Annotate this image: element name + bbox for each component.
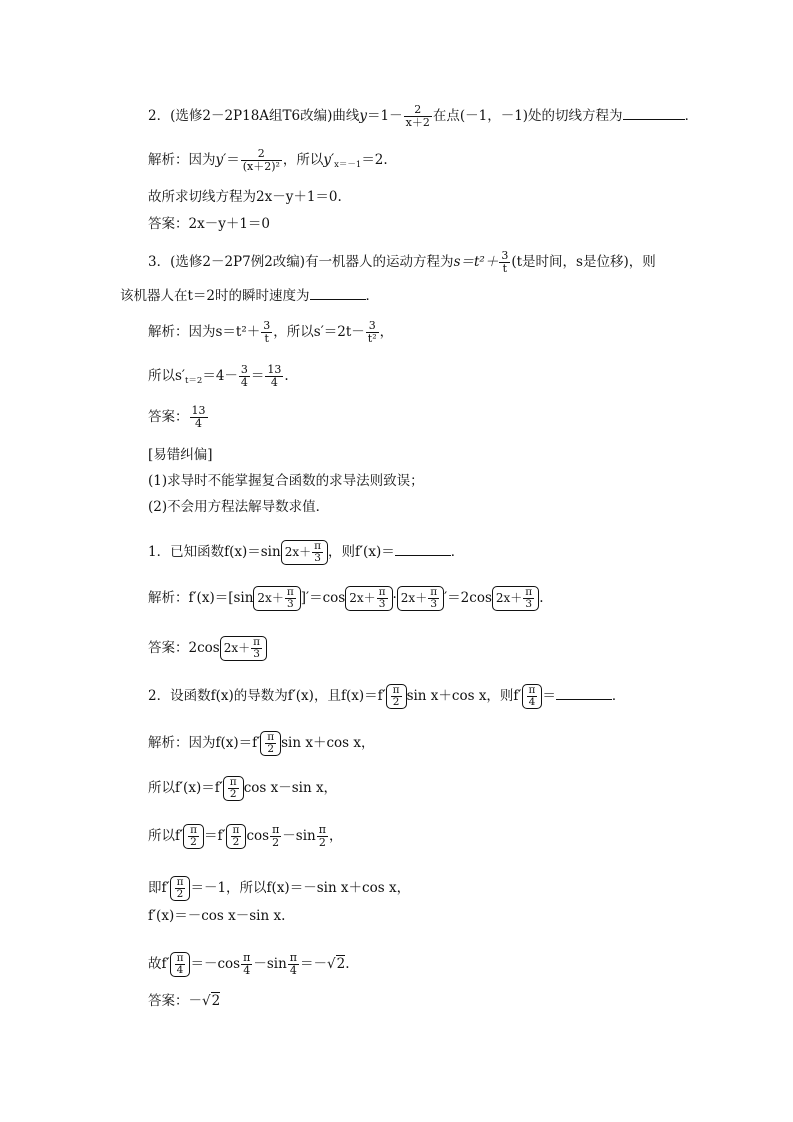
solution-q2-c [148,824,342,849]
text: ． [450,544,465,560]
fraction [175,953,186,976]
text: 答案： [148,409,189,425]
fraction [241,952,252,977]
solution-2 [148,148,388,174]
bracket-group [226,824,247,849]
denominator: 2 [272,836,280,849]
radicand: 2 [336,956,346,972]
fraction [190,405,208,430]
fraction [317,824,328,849]
text: ＝ [542,688,556,704]
text: y′ [323,152,335,168]
question-2 [148,684,625,709]
text: 解析：因为f(x)＝f′ [148,735,261,751]
text: (t是时间，s是位移)，则 [511,254,656,270]
text: 所以f′(x)＝f′ [148,780,223,796]
fraction [428,587,439,610]
fraction [188,825,199,848]
fraction [270,824,281,849]
text: ＝f′ [203,828,226,844]
problem-2 [148,104,698,129]
text: ′＝2cos [444,590,492,606]
text: 2x＋ [284,545,312,559]
denominator: 2 [190,836,197,848]
fraction [265,732,276,755]
text: 所以s′ [148,368,185,384]
fraction [261,320,272,345]
text: 解析：因为s＝t²＋ [148,324,261,340]
fraction [228,777,239,800]
denominator: 2 [392,696,400,708]
numerator: 3 [366,320,379,333]
denominator: 4 [289,964,297,977]
problem-3 [148,250,656,275]
text: ＝4－ [202,368,238,384]
text: . [284,368,289,384]
text: ， [379,324,394,340]
numerator: 3 [263,319,271,332]
text: ＝1－ [367,108,403,124]
text: 2．设函数f(x)的导数为f′(x)，且f(x)＝f′ [148,688,386,704]
fraction [391,685,402,708]
numerator: π [272,823,280,836]
radicand: 2 [211,993,221,1009]
text: ]′＝cos [300,590,346,606]
fraction [175,877,186,900]
fraction [499,250,510,275]
text: ＝2. [361,152,388,168]
text: ． [684,108,699,124]
bracket-group [253,586,300,611]
solution-3-b [148,364,289,390]
bracket-group [260,731,281,756]
text: ＝－1，所以f(x)＝－sin x＋cos x， [190,880,411,896]
text: y [359,108,368,124]
numerator: π [176,952,184,964]
denominator: 2 [176,888,184,900]
text: 2．(选修2－2P18A组T6改编)曲线 [148,108,360,124]
bracket-group [522,684,543,709]
text: ． [365,288,380,304]
fraction [231,825,242,848]
text: 在点(－1，－1)处的切线方程为 [432,108,623,124]
fraction [366,320,379,345]
solution-q2-d [148,876,410,901]
numerator: 2 [404,104,432,117]
denominator: 2 [229,788,237,800]
solution-2-conclusion: 故所求切线方程为2x－y＋1＝0. [148,189,342,205]
text: . [539,590,544,606]
numerator: π [267,731,275,743]
solution-q2-e: f′(x)＝－cos x－sin x. [148,908,286,924]
denominator: 4 [270,376,278,389]
section-heading: [易错纠偏] [148,447,213,463]
numerator: π [528,684,536,696]
answer-3 [148,405,209,430]
text: 2x＋ [400,591,428,605]
text: 2x＋ [257,591,284,605]
text: ，所以 [282,152,324,168]
denominator: t [264,332,269,345]
text: －sin [253,956,287,972]
numerator: 13 [191,404,206,417]
numerator: π [229,776,237,788]
fraction [377,587,388,610]
bracket-group [223,776,244,801]
denominator: (x＋2)² [242,160,280,173]
solution-q2 [148,731,375,756]
denominator: 4 [528,696,536,708]
answer-blank [623,107,685,120]
text: sin x＋cos x， [281,735,375,751]
answer-2: 答案：2x－y＋1＝0 [148,216,271,232]
solution-q1 [148,586,544,611]
fraction [251,637,262,660]
text: －sin [282,828,316,844]
text: 答案：2cos [148,640,220,656]
numerator: π [286,586,294,598]
solution-q2-b [148,776,337,801]
fraction [288,952,299,977]
subscript: t＝2 [185,376,203,386]
denominator: 3 [286,598,294,610]
denominator: 2 [318,836,326,849]
fraction [404,104,432,129]
text: 2x＋ [495,591,523,605]
numerator: 2 [241,148,282,161]
text: sin x＋cos x，则f′ [406,688,522,704]
solution-q2-f [148,952,350,977]
denominator: 4 [243,964,251,977]
text: ， [328,828,343,844]
bracket-group [170,876,191,901]
fraction [239,364,250,389]
text: 1．已知函数f(x)＝sin [148,544,281,560]
bracket-group [397,586,444,611]
fraction [523,587,534,610]
error-note-1: (1)求导时不能掌握复合函数的求导法则致误； [148,473,424,489]
bracket-group [492,586,539,611]
text: y′ [215,152,227,168]
denominator: t² [367,332,377,345]
question-1 [148,540,464,565]
fraction [312,541,323,564]
numerator: π [190,824,197,836]
denominator: 4 [240,376,248,389]
fraction [265,364,283,389]
bracket-group [386,684,407,709]
fraction [527,685,538,708]
text: ＝－ [300,956,328,972]
text: 2x＋ [223,641,251,655]
fraction [285,587,296,610]
problem-3-cont [120,287,379,305]
denominator: 3 [378,598,386,610]
numerator: π [176,876,184,888]
text: cos x－sin x， [243,780,338,796]
numerator: 13 [267,363,282,376]
numerator: π [243,951,251,964]
answer-q1 [148,636,267,661]
text: . [345,956,350,972]
text: 解析：因为 [148,152,216,168]
denominator: t [502,262,508,275]
numerator: π [525,586,533,598]
numerator: 3 [240,363,248,376]
text: 该机器人在t＝2时的瞬时速度为 [120,288,310,304]
text: ＝－cos [190,956,241,972]
text: · [392,590,397,606]
denominator: 2 [232,836,240,848]
denominator: 3 [525,598,533,610]
text: ． [611,688,626,704]
text: ＝ [250,368,265,384]
text: 解析：f′(x)＝[sin [148,590,254,606]
numerator: π [378,586,386,598]
numerator: π [289,951,298,964]
answer-blank [395,543,451,556]
denominator: 3 [430,598,437,610]
text: cos [246,828,270,844]
text: 即f′ [148,880,170,896]
numerator: 3 [501,249,509,262]
numerator: π [253,636,261,648]
denominator: 3 [314,552,321,564]
answer-blank [556,687,612,700]
bracket-group [281,540,328,565]
text: s＝t²＋ [453,254,499,270]
denominator: 3 [253,648,260,660]
bracket-group [345,586,392,611]
denominator: 4 [195,417,202,430]
bracket-group [220,636,267,661]
numerator: π [318,823,326,836]
text: 故f′ [148,956,170,972]
sqrt-sign: √ [327,956,336,972]
text: 2x＋ [349,591,376,605]
text: ，则f′(x)＝ [328,544,395,560]
answer-blank [310,287,366,300]
error-note-2: (2)不会用方程法解导数求值． [148,499,330,515]
denominator: 2 [267,743,275,755]
text: 所以f′ [148,828,184,844]
bracket-group [183,824,204,849]
text: ＝ [226,152,240,168]
numerator: π [232,824,240,836]
denominator: 4 [176,964,184,976]
sqrt-sign: √ [202,993,211,1009]
numerator: π [314,540,321,552]
numerator: π [392,684,400,696]
bracket-group [170,952,191,977]
text: 3．(选修2－2P7例2改编)有一机器人的运动方程为 [148,254,454,270]
fraction [241,148,282,173]
text: 答案：－ [148,993,202,1009]
denominator: x＋2 [405,116,430,129]
text: ，所以s′＝2t－ [273,324,365,340]
answer-q2 [148,992,220,1010]
numerator: π [430,586,438,598]
subscript: x＝－1 [334,160,362,170]
solution-3 [148,320,393,345]
